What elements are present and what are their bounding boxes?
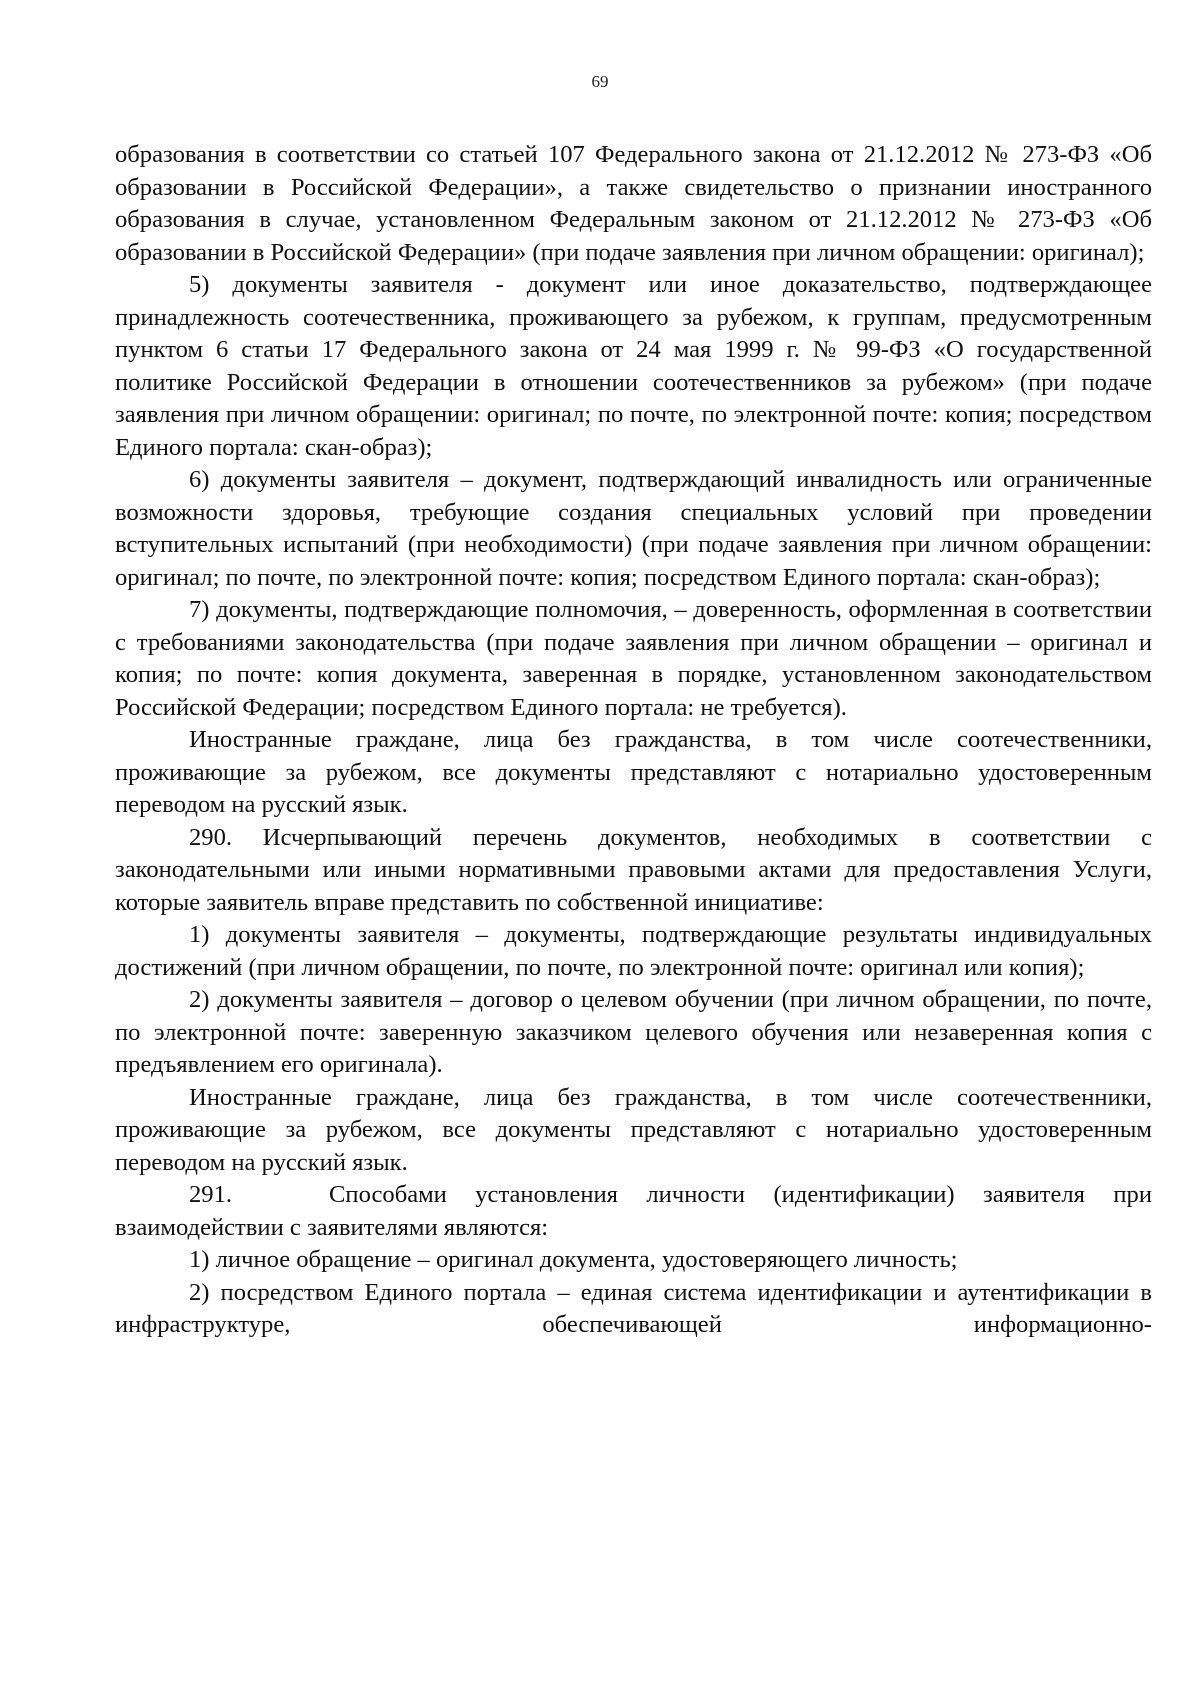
- paragraph-item-5: 5) документы заявителя - документ или иное доказательство, подтверждающее принадлежность соотечественника, проживающего за рубежом, к группам, предусмотренным пунктом 6 статьи 17 Федерального закона от 24 мая 1999 г. № 99-ФЗ «О государственной политике Российской Федерации в отношении соотечественников за рубежом» (при подаче заявления при личном обращении: оригинал; по почте, по электронной почте: копия; посредством Единого портала: скан-образ);: [115, 271, 1152, 461]
- paragraph-290-item-2: 2) документы заявителя – договор о целевом обучении (при личном обращении, по почте, по электронной почте: заверенную заказчиком целевого обучения или незаверенная копия с предъявлением его оригинала).: [115, 986, 1152, 1078]
- paragraph-item-6: 6) документы заявителя – документ, подтверждающий инвалидность или ограниченные возможности здоровья, требующие создания специальных условий при проведении вступительных испытаний (при необходимости) (при подаче заявления при личном обращении: оригинал; по почте, по электронной почте: копия; посредством Единого портала: скан-образ);: [115, 466, 1152, 591]
- paragraph-291-item-2: 2) посредством Единого портала – единая система идентификации и аутентификации в инфраструктуре, обеспечивающей информационно-: [115, 1278, 1152, 1338]
- paragraph-290-item-1: 1) документы заявителя – документы, подтверждающие результаты индивидуальных достижений (при личном обращении, по почте, по электронной почте: оригинал или копия);: [115, 921, 1152, 981]
- page-number: 69: [591, 72, 609, 91]
- paragraph-continuation: образования в соответствии со статьей 107 Федерального закона от 21.12.2012 № 273-ФЗ «Об образовании в Российской Федерации», а также свидетельство о признании иностранного образования в случае, установленном Федеральным законом от 21.12.2012 № 273-ФЗ «Об образовании в Российской Федерации» (при подаче заявления при личном обращении: оригинал);: [115, 141, 1152, 266]
- paragraph-foreign-citizens: Иностранные граждане, лица без гражданства, в том числе соотечественники, проживающие за рубежом, все документы представляют с нотариально удостоверенным переводом на русский язык.: [115, 726, 1152, 818]
- section-number: 291.: [189, 1181, 233, 1208]
- section-text: Способами установления личности (идентификации) заявителя при взаимодействии с заявителями являются:: [115, 1181, 1152, 1241]
- paragraph-item-7: 7) документы, подтверждающие полномочия, – доверенность, оформленная в соответствии с требованиями законодательства (при подаче заявления при личном обращении – оригинал и копия; по почте: копия документа, заверенная в порядке, установленном законодательством Российской Федерации; посредством Единого портала: не требуется).: [115, 596, 1152, 721]
- document-body: [115, 139, 1152, 1342]
- paragraph-290: 290. Исчерпывающий перечень документов, необходимых в соответствии с законодательными или иными нормативными правовыми актами для предоставления Услуги, которые заявитель вправе представить по собственной инициативе:: [115, 823, 1152, 916]
- paragraph-foreign-citizens-2: Иностранные граждане, лица без гражданства, в том числе соотечественники, проживающие за рубежом, все документы представляют с нотариально удостоверенным переводом на русский язык.: [115, 1083, 1152, 1176]
- paragraph-291: [115, 1179, 1152, 1244]
- paragraph-291-item-1: 1) личное обращение – оригинал документа, удостоверяющего личность;: [189, 1246, 958, 1273]
